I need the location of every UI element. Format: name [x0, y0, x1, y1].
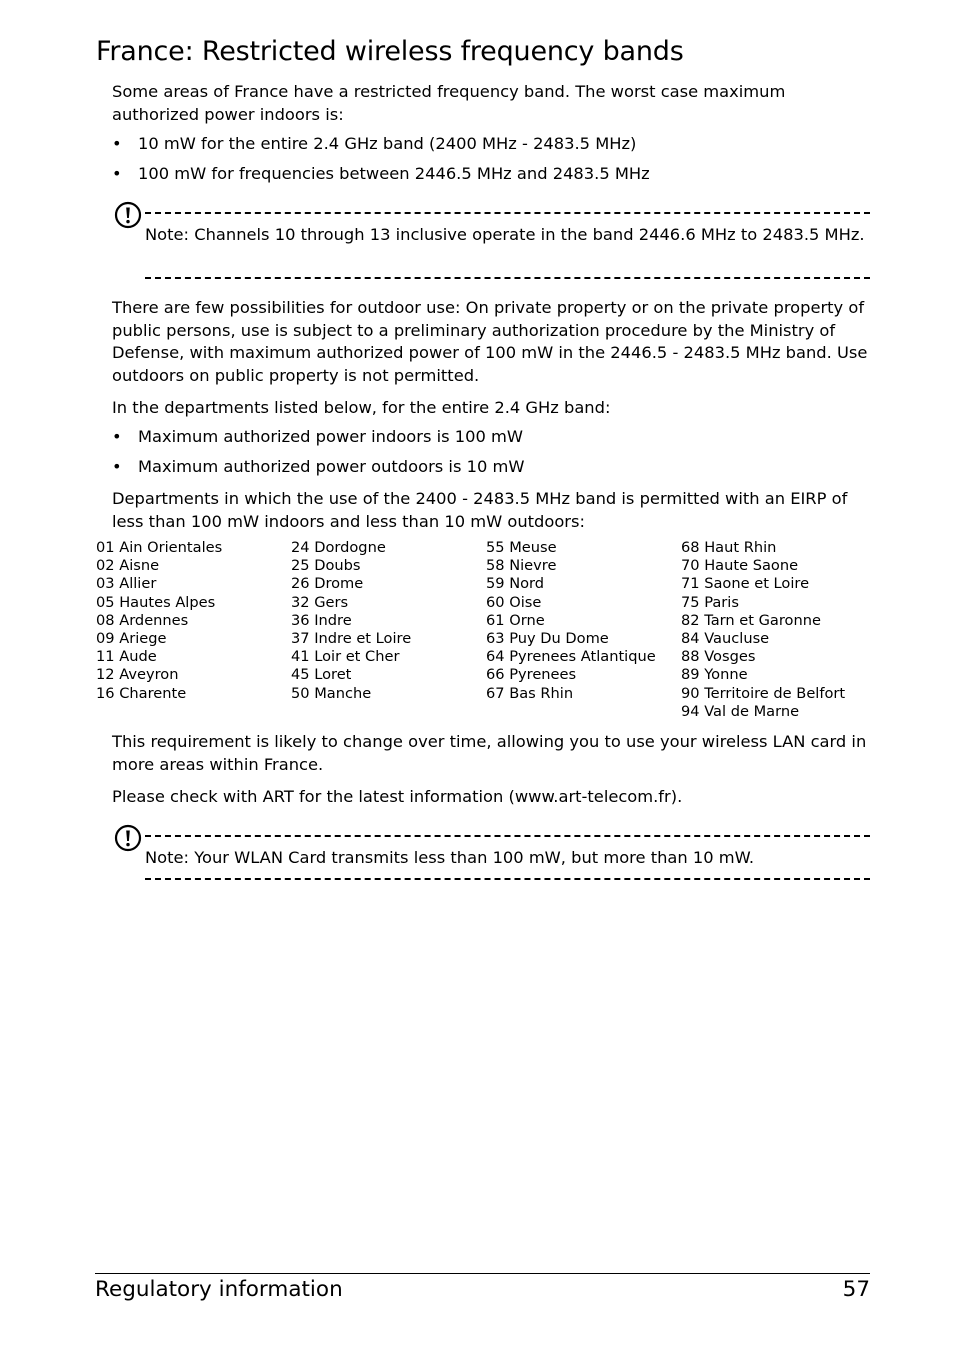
department-item: 36 Indre [291, 611, 352, 629]
department-item: 64 Pyrenees Atlantique [486, 648, 656, 666]
department-item: 71 Saone et Loire [681, 575, 810, 593]
department-item: 01 Ain Orientales [96, 539, 223, 556]
department-item: 68 Haut Rhin [681, 539, 777, 556]
department-column [486, 539, 656, 703]
list-item-text: Maximum authorized power outdoors is 10 mW [138, 457, 525, 476]
note-text [145, 847, 870, 870]
department-item: 09 Ariege [96, 630, 167, 648]
department-item: 41 Loir et Cher [291, 648, 400, 666]
department-item: 55 Meuse [486, 539, 557, 556]
department-item: 89 Yonne [681, 666, 748, 684]
department-item: 16 Charente [96, 684, 187, 702]
note-divider-bottom [145, 277, 870, 279]
department-item: 70 Haute Saone [681, 557, 799, 575]
department-item: 58 Nievre [486, 557, 557, 575]
department-item: 66 Pyrenees [486, 666, 577, 684]
department-item: 02 Aisne [96, 557, 160, 575]
check-text: Please check with ART for the latest information ( [112, 787, 515, 806]
note-body: : Channels 10 through 13 inclusive operate in the band 2446.6 MHz to 2483.5 MHz. [183, 225, 865, 244]
bullet-icon: • [112, 134, 122, 153]
bullet-icon: • [112, 457, 122, 476]
department-item: 82 Tarn et Garonne [681, 611, 821, 629]
department-item: 26 Drome [291, 575, 364, 593]
departments-intro: In the departments listed below, for the entire 2.4 GHz band: [112, 398, 611, 417]
art-telecom-link[interactable]: www.art-telecom.fr [514, 787, 671, 806]
page-number: 57 [842, 1277, 870, 1302]
department-item: 03 Allier [96, 575, 157, 593]
footer-rule [95, 1273, 870, 1274]
note-body: : Your WLAN Card transmits less than 100 mW, but more than 10 mW. [183, 848, 755, 867]
check-paragraph [112, 786, 872, 809]
department-item: 94 Val de Marne [681, 702, 800, 720]
department-column [96, 539, 222, 703]
change-paragraph: This requirement is likely to change over time, allowing you to use your wireless LAN card in more areas within France. [112, 732, 867, 774]
intro-paragraph: Some areas of France have a restricted frequency band. The worst case maximum authorized power indoors is: [112, 82, 786, 124]
department-column [291, 539, 411, 703]
department-item: 37 Indre et Loire [291, 630, 412, 648]
exclamation-circle-icon [114, 824, 142, 852]
department-item: 60 Oise [486, 593, 542, 611]
department-item: 12 Aveyron [96, 666, 179, 684]
note-label: Note [145, 225, 184, 244]
bullet-icon: • [112, 164, 122, 183]
department-item: 45 Loret [291, 666, 352, 684]
department-item: 63 Puy Du Dome [486, 630, 609, 648]
note-divider-bottom [145, 878, 870, 880]
list-item-text: 100 mW for frequencies between 2446.5 MHz and 2483.5 MHz [138, 164, 650, 183]
department-item: 11 Aude [96, 648, 157, 666]
department-item: 32 Gers [291, 593, 349, 611]
department-item: 90 Territoire de Belfort [681, 684, 846, 702]
department-item: 50 Manche [291, 684, 372, 702]
exclamation-circle-icon [114, 201, 142, 229]
note-divider-top [145, 212, 870, 214]
eirp-paragraph: Departments in which the use of the 2400 - 2483.5 MHz band is permitted with an EIRP of less than 100 mW indoors and less than 10 mW outdoors: [112, 489, 848, 531]
department-item: 75 Paris [681, 593, 739, 611]
note-divider-top [145, 835, 870, 837]
page-title: France: Restricted wireless frequency bands [96, 36, 684, 67]
department-item: 08 Ardennes [96, 611, 189, 629]
footer-section-title: Regulatory information [95, 1277, 343, 1302]
department-item: 88 Vosges [681, 648, 756, 666]
outdoor-paragraph: There are few possibilities for outdoor use: On private property or on the private property of public persons, use is subject to a preliminary authorization procedure by the Ministry of Defense, with maximum authorized power of 100 mW in the 2446.5 - 2483.5 MHz band. Use outdoors on public property is not permitted. [112, 298, 868, 386]
check-text-end: ). [670, 787, 683, 806]
list-item-text: Maximum authorized power indoors is 100 mW [138, 427, 523, 446]
department-item: 24 Dordogne [291, 539, 386, 556]
department-item: 84 Vaucluse [681, 630, 770, 648]
department-item: 25 Doubs [291, 557, 361, 575]
list-item-text: 10 mW for the entire 2.4 GHz band (2400 MHz - 2483.5 MHz) [138, 134, 637, 153]
bullet-icon: • [112, 427, 122, 446]
department-item: 61 Orne [486, 611, 545, 629]
department-item: 67 Bas Rhin [486, 684, 574, 702]
department-item: 59 Nord [486, 575, 545, 593]
note-text [145, 224, 870, 247]
note-label: Note [145, 848, 184, 867]
department-item: 05 Hautes Alpes [96, 593, 216, 611]
department-column [681, 539, 845, 721]
